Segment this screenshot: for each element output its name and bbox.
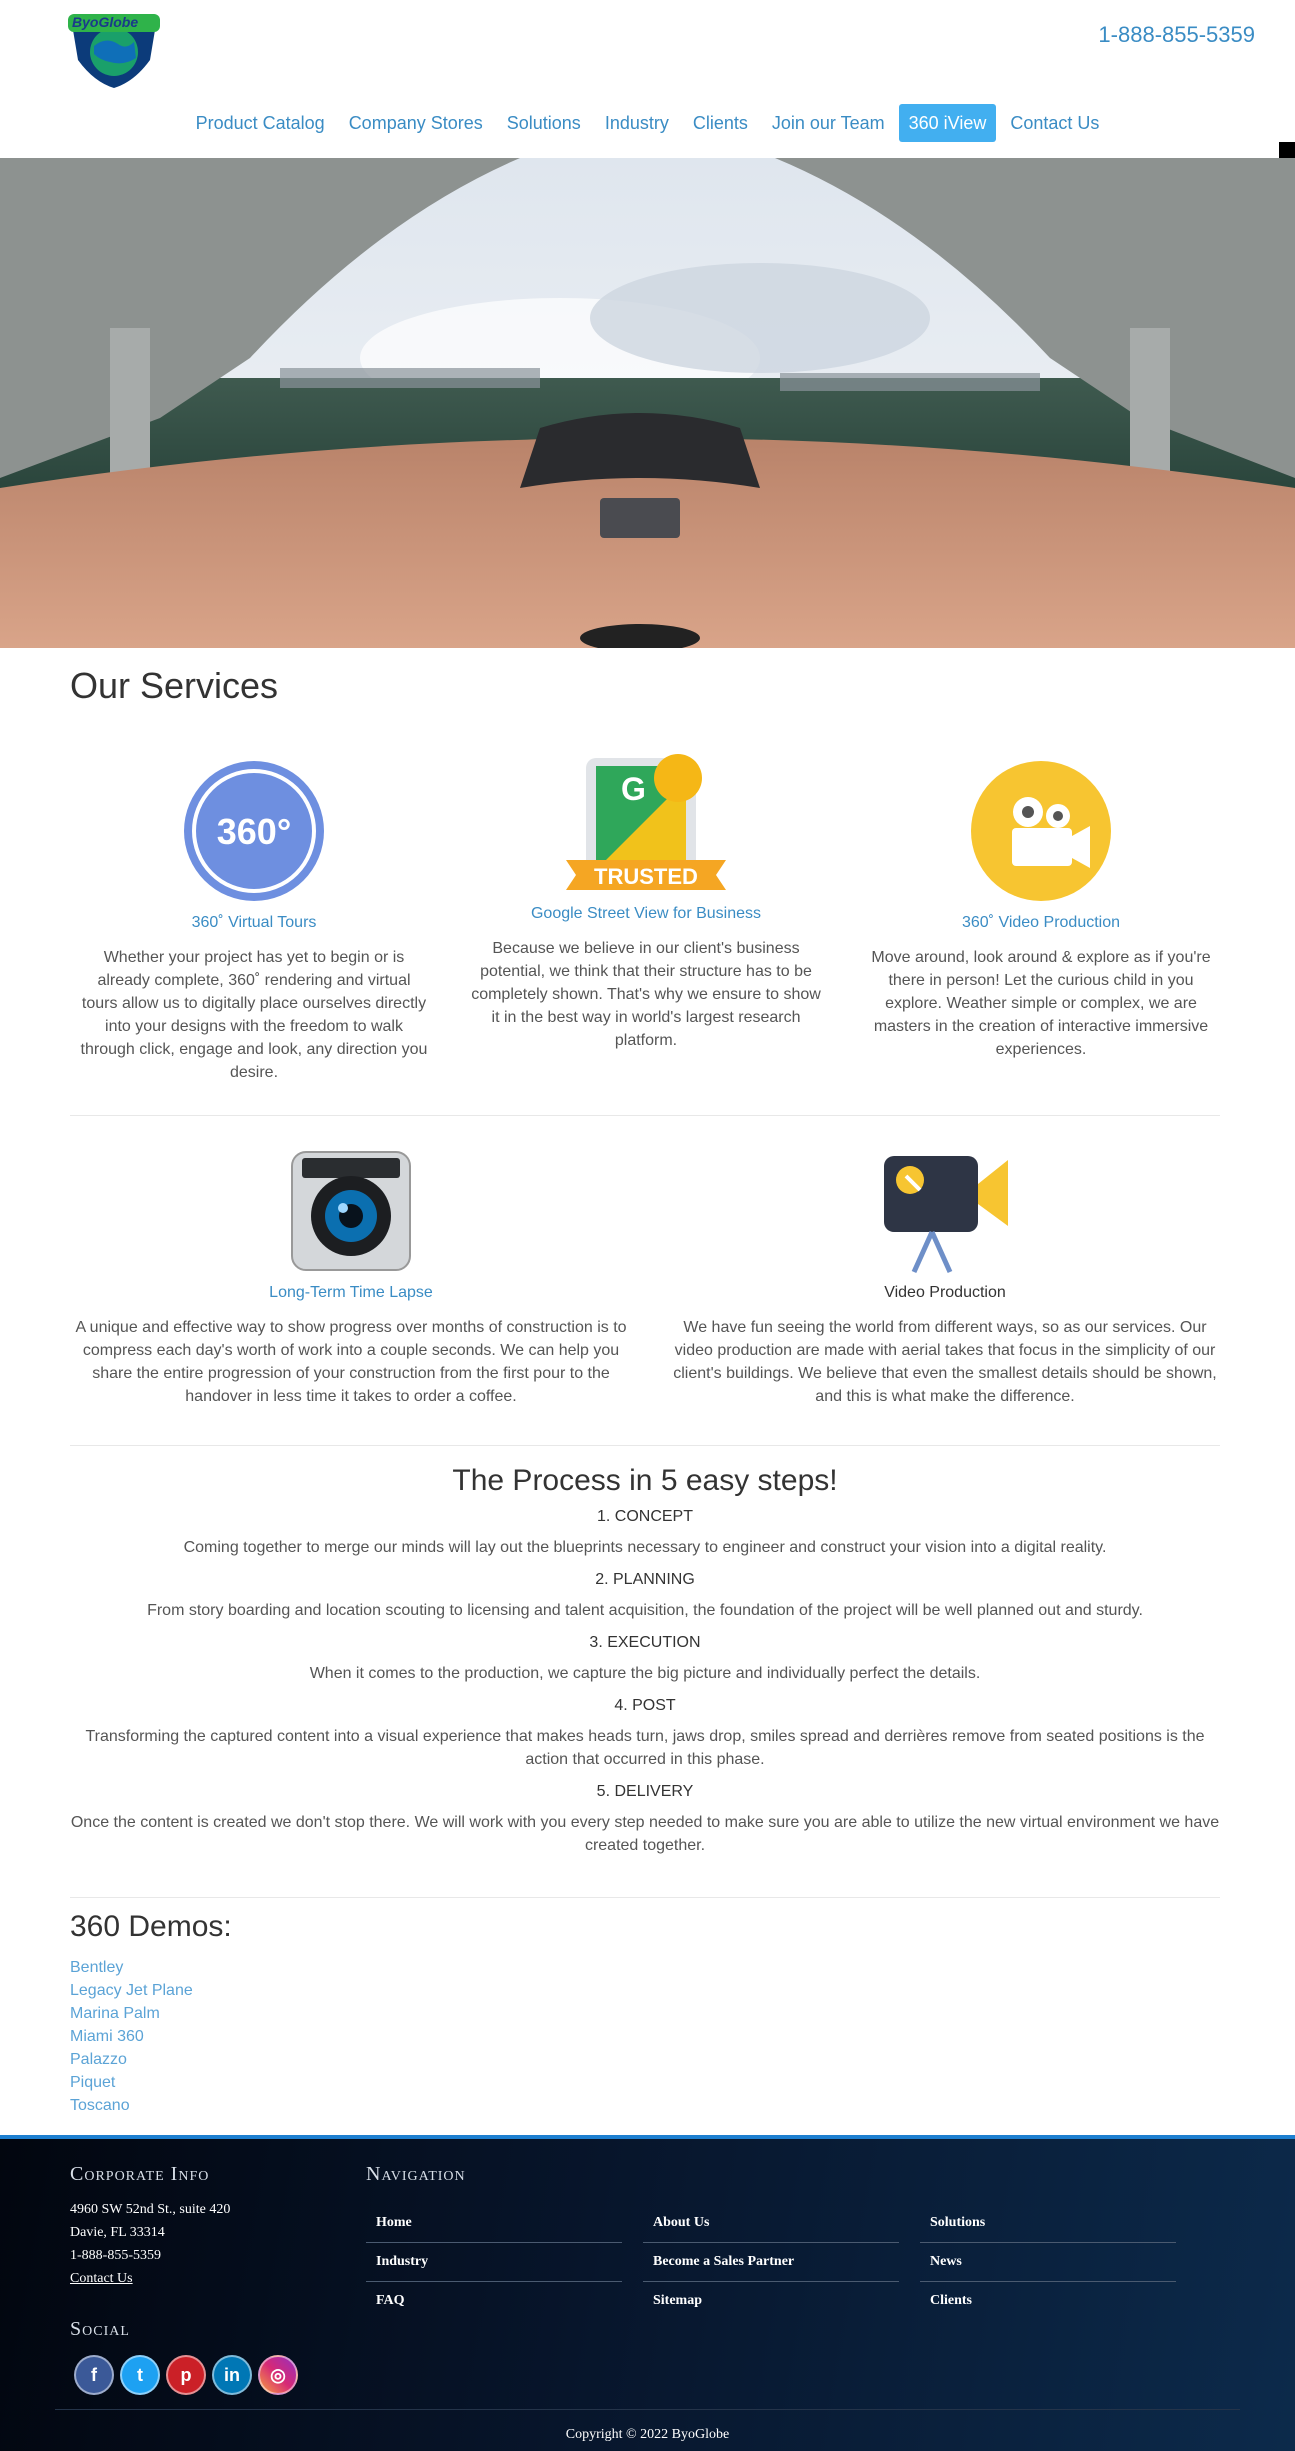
- section-divider: [70, 1897, 1220, 1898]
- footer-phone[interactable]: 1-888-855-5359: [70, 2248, 161, 2263]
- service-video-production: [670, 1148, 1220, 1408]
- nav-360-iview[interactable]: 360 iView: [899, 104, 997, 142]
- badge-letter: G: [621, 771, 646, 807]
- nav-company-stores[interactable]: Company Stores: [348, 113, 483, 133]
- nav-industry[interactable]: Industry: [604, 113, 669, 133]
- service-title[interactable]: 360˚ Virtual Tours: [191, 914, 317, 931]
- nav-solutions[interactable]: Solutions: [506, 113, 581, 133]
- nav-clients[interactable]: Clients: [692, 113, 748, 133]
- footer-link-faq[interactable]: FAQ: [376, 2293, 405, 2308]
- navigation-heading: Navigation: [366, 2163, 466, 2185]
- corporate-heading: Corporate Info: [70, 2163, 210, 2185]
- corporate-info: [70, 2163, 298, 2395]
- nav-product-catalog[interactable]: Product Catalog: [195, 113, 325, 133]
- step-heading: 1. CONCEPT: [596, 1508, 693, 1525]
- service-text: Move around, look around & explore as if you're there in person! Let the curious child in you explore. Weather simple or complex, we are masters in the creation of interactive immersive experiences.: [871, 949, 1211, 1058]
- footer-link-industry[interactable]: Industry: [366, 2243, 622, 2282]
- site-logo[interactable]: [64, 10, 164, 90]
- footer-link-news[interactable]: News: [920, 2243, 1176, 2282]
- step-heading: 3. EXECUTION: [589, 1634, 701, 1651]
- demo-link[interactable]: Palazzo: [70, 2051, 127, 2068]
- nav-contact-us[interactable]: Contact Us: [1010, 113, 1100, 133]
- corner-marker: [1279, 142, 1295, 158]
- footer-link-sales-partner[interactable]: Become a Sales Partner: [643, 2243, 899, 2282]
- footer-link-solutions[interactable]: Solutions: [920, 2204, 1176, 2243]
- demo-link[interactable]: Miami 360: [70, 2028, 144, 2045]
- social-links: [74, 2355, 298, 2395]
- footer-link-home[interactable]: Home: [366, 2204, 622, 2243]
- google-trusted-icon: [566, 750, 726, 895]
- facebook-icon[interactable]: f: [74, 2355, 114, 2395]
- service-360-video-production: [862, 758, 1220, 1061]
- service-text: We have fun seeing the world from different ways, so as our services. Our video production are made with aerial takes that focus in the simplicity of our client's buildings. We believe that even the smallest details should be shown, and this is what make the difference.: [673, 1319, 1217, 1405]
- section-divider: [70, 1115, 1220, 1116]
- demos-section: [70, 1910, 232, 2117]
- address-line: Davie, FL 33314: [70, 2225, 165, 2240]
- svg-text:360°: 360°: [216, 811, 292, 852]
- service-text: A unique and effective way to show progress over months of construction is to compress each day's worth of work into a couple seconds. We can help you share the entire progression of your construction from the first pour to the handover in less time it takes to order a coffee.: [75, 1319, 627, 1405]
- footer-link-clients[interactable]: Clients: [930, 2293, 972, 2308]
- footer-contact-link[interactable]: Contact Us: [70, 2271, 133, 2286]
- pinterest-icon[interactable]: p: [166, 2355, 206, 2395]
- hero-panorama-image: [0, 158, 1295, 648]
- demo-link[interactable]: Piquet: [70, 2074, 116, 2091]
- demos-title: 360 Demos:: [70, 1910, 232, 1943]
- footer-divider: [55, 2409, 1240, 2410]
- footer-navigation: [366, 2163, 1176, 2320]
- header-phone[interactable]: 1-888-855-5359: [1098, 22, 1255, 47]
- site-header: [0, 0, 1295, 158]
- service-title[interactable]: 360˚ Video Production: [961, 914, 1121, 931]
- demo-link[interactable]: Bentley: [70, 1959, 124, 1976]
- service-title[interactable]: Google Street View for Business: [530, 905, 762, 922]
- step-text: Transforming the captured content into a visual experience that makes heads turn, jaws drop, smiles spread and derrières remove from seated positions is the action that occurred in this phase.: [85, 1728, 1205, 1768]
- 360-icon: [181, 758, 327, 904]
- film-camera-icon: [880, 1148, 1010, 1274]
- service-title[interactable]: Video Production: [884, 1284, 1006, 1301]
- service-text: Because we believe in our client's business potential, we think that their structure has to be completely shown. That's why we ensure to show it in the best way in world's largest research platform.: [471, 940, 821, 1049]
- step-heading: 4. POST: [614, 1697, 676, 1714]
- step-text: Once the content is created we don't stop there. We will work with you every step needed to make sure you are able to utilize the new virtual environment we have created together.: [70, 1814, 1220, 1854]
- step-text: From story boarding and location scouting to licensing and talent acquisition, the foundation of the project will be well planned out and sturdy.: [147, 1602, 1143, 1619]
- demo-link[interactable]: Marina Palm: [70, 2005, 160, 2022]
- security-camera-icon: [288, 1148, 414, 1274]
- service-title[interactable]: Long-Term Time Lapse: [269, 1284, 433, 1301]
- step-heading: 5. DELIVERY: [596, 1783, 694, 1800]
- service-time-lapse: [70, 1148, 632, 1408]
- logo-text: ByoGlobe: [72, 14, 139, 30]
- section-divider: [70, 1445, 1220, 1446]
- step-heading: 2. PLANNING: [595, 1571, 695, 1588]
- linkedin-icon[interactable]: in: [212, 2355, 252, 2395]
- main-nav: [0, 104, 1295, 142]
- social-heading: Social: [70, 2318, 130, 2340]
- step-text: Coming together to merge our minds will lay out the blueprints necessary to engineer and construct your vision into a digital reality.: [183, 1539, 1107, 1556]
- twitter-icon[interactable]: t: [120, 2355, 160, 2395]
- service-text: Whether your project has yet to begin or is already complete, 360˚ rendering and virtual tours allow us to digitally place ourselves directly into your designs with the freedom to walk through click, engage and look, any direction you desire.: [80, 949, 428, 1081]
- address-line: 4960 SW 52nd St., suite 420: [70, 2202, 231, 2217]
- service-google-street-view: [470, 750, 822, 1052]
- service-360-virtual-tours: [78, 758, 430, 1084]
- process-title: The Process in 5 easy steps!: [452, 1464, 838, 1497]
- demo-link[interactable]: Toscano: [70, 2097, 130, 2114]
- step-text: When it comes to the production, we capture the big picture and individually perfect the details.: [309, 1665, 981, 1682]
- footer-link-sitemap[interactable]: Sitemap: [653, 2293, 702, 2308]
- footer-link-about-us[interactable]: About Us: [643, 2204, 899, 2243]
- site-footer: [0, 2135, 1295, 2451]
- process-section: [70, 1464, 1220, 1869]
- instagram-icon[interactable]: ◎: [258, 2355, 298, 2395]
- video-camera-icon: [968, 758, 1114, 904]
- badge-text: TRUSTED: [594, 864, 698, 889]
- copyright: Copyright © 2022 ByoGlobe: [565, 2427, 730, 2442]
- nav-join-our-team[interactable]: Join our Team: [771, 113, 885, 133]
- demo-link[interactable]: Legacy Jet Plane: [70, 1982, 193, 1999]
- services-title: Our Services: [70, 665, 279, 706]
